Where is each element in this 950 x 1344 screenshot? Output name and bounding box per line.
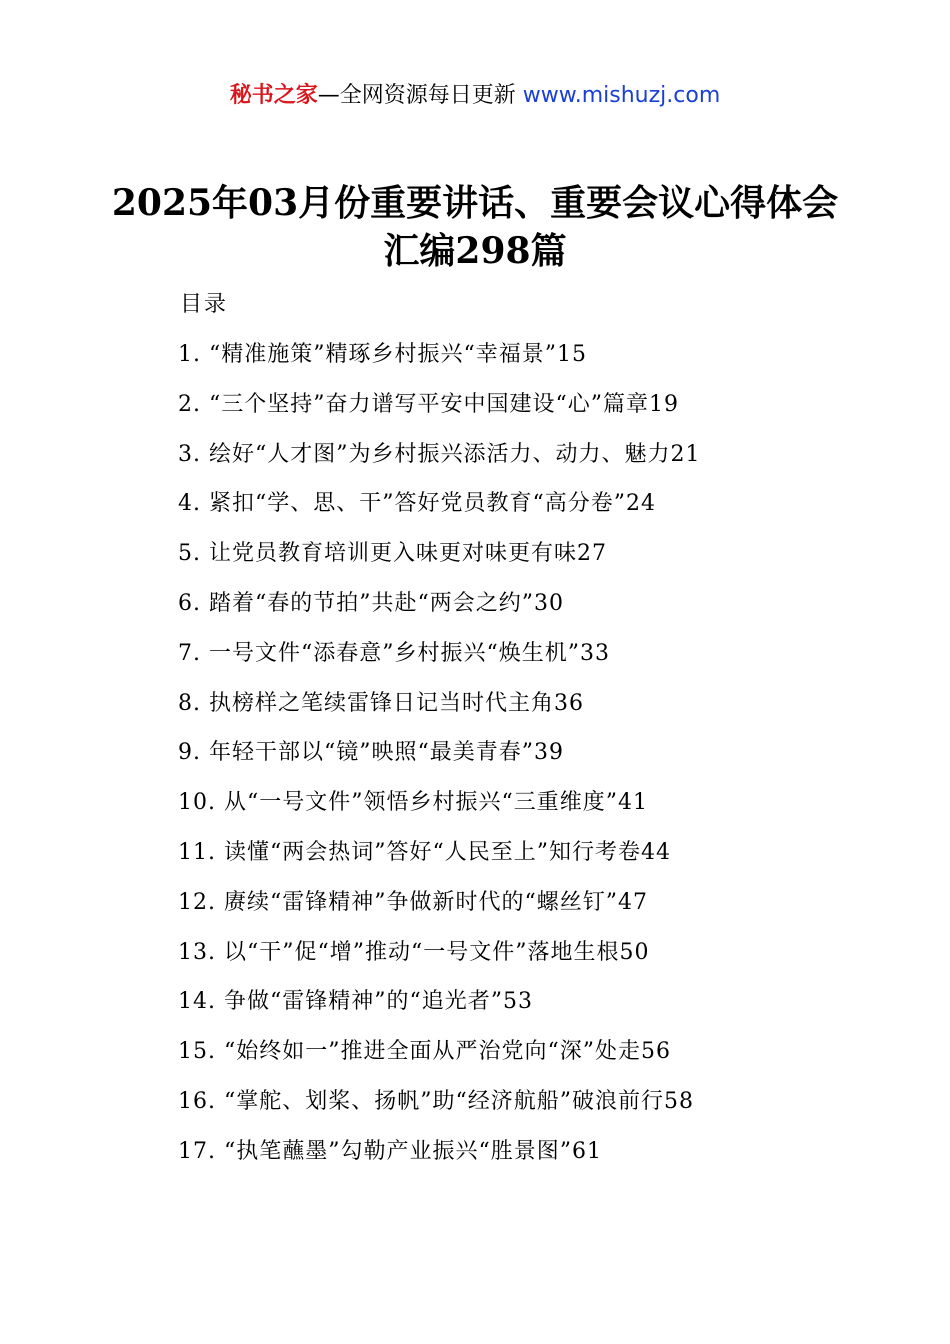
toc-item[interactable]: 8. 执榜样之笔续雷锋日记当时代主角36 [178, 690, 584, 716]
document-title-line-1: 2025年03月份重要讲话、重要会议心得体会 [111, 182, 839, 224]
toc-item[interactable]: 6. 踏着“春的节拍”共赴“两会之约”30 [178, 590, 564, 616]
toc-item[interactable]: 9. 年轻干部以“镜”映照“最美青春”39 [178, 740, 564, 766]
toc-item[interactable]: 4. 紧扣“学、思、干”答好党员教育“高分卷”24 [178, 491, 656, 517]
toc-item[interactable]: 11. 读懂“两会热词”答好“人民至上”知行考卷44 [178, 839, 671, 865]
brand-name: 秘书之家 [229, 83, 318, 108]
toc-item[interactable]: 17. “执笔蘸墨”勾勒产业振兴“胜景图”61 [178, 1138, 602, 1164]
toc-heading: 目录 [180, 292, 229, 317]
toc-item[interactable]: 5. 让党员教育培训更入味更对味更有味27 [178, 541, 607, 567]
toc-item[interactable]: 14. 争做“雷锋精神”的“追光者”53 [178, 989, 533, 1015]
toc-item[interactable]: 1. “精准施策”精琢乡村振兴“幸福景”15 [178, 342, 587, 367]
site-header [0, 80, 950, 112]
site-url-link[interactable]: www.mishuzj.com [522, 83, 721, 108]
toc-item[interactable]: 2. “三个坚持”奋力谱写平安中国建设“心”篇章19 [178, 391, 679, 417]
toc-item[interactable]: 16. “掌舵、划桨、扬帆”助“经济航船”破浪前行58 [178, 1088, 694, 1114]
table-of-contents [178, 338, 918, 1185]
toc-item[interactable]: 15. “始终如一”推进全面从严治党向“深”处走56 [178, 1039, 671, 1065]
site-tagline: —全网资源每日更新 [317, 83, 523, 108]
toc-item[interactable]: 13. 以“干”促“增”推动“一号文件”落地生根50 [178, 939, 650, 965]
toc-item[interactable]: 10. 从“一号文件”领悟乡村振兴“三重维度”41 [178, 790, 648, 816]
document-title-line-2: 汇编298篇 [383, 230, 567, 272]
toc-item[interactable]: 12. 赓续“雷锋精神”争做新时代的“螺丝钉”47 [178, 889, 648, 915]
toc-item[interactable]: 7. 一号文件“添春意”乡村振兴“焕生机”33 [178, 640, 610, 666]
toc-item[interactable]: 3. 绘好“人才图”为乡村振兴添活力、动力、魅力21 [178, 441, 701, 467]
